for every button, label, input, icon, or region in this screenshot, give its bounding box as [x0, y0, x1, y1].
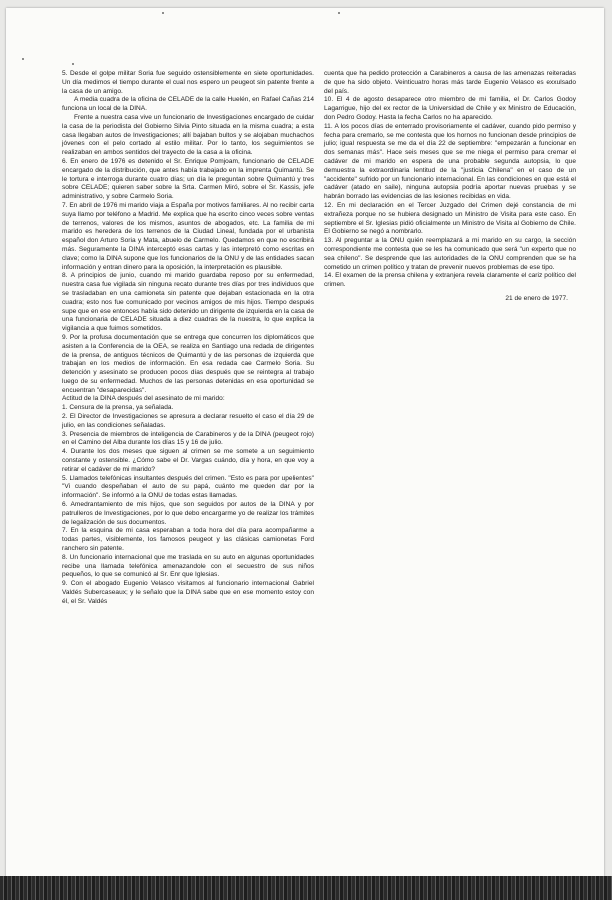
paragraph: 6. En enero de 1976 es detenido el Sr. Enrique Pomjoam, funcionario de CELADE encargado de la distribución, que antes había trabajado en la imprenta Quimantú. Se le tortura e interroga durante cuatro días; un día le preguntan sobre Quimantú y tres sobre CELADE; quieren saber sobre la Srta. Carmen Miró, sobre el Sr. Kassis, jefe administrativo, y sobre Carmelo Soria. — [62, 157, 314, 201]
ink-speck — [338, 12, 340, 14]
document-page — [6, 8, 604, 888]
paragraph: 7. En abril de 1976 mi marido viaja a España por motivos familiares. Al no recibir carta suya llamo por teléfono a Madrid. Me explica que ha escrito cinco veces sobre ventas de terrenos, valores de los mismos, asuntos de abogados, etc. La familia de mi marido es heredera de los terrenos de la Ciudad Lineal, fundada por el urbanista español don Arturo Soria y Mata, abuelo de Carmelo. Quedamos en que no escribirá más. Seguramente la DINA interceptó esas cartas y las interpretó como escritas en clave; como la DINA supone que los funcionarios de la ONU y de las entidades sacan información y entran dinero para la oposición, la interpretación es plausible. — [62, 201, 314, 271]
list-item: 4. Durante los dos meses que siguen al crimen se me somete a un seguimiento constante y ostensible. ¿Cómo sabe el Dr. Vargas cuándo, día y hora, en que voy a retirar el cadáver de mi marido? — [62, 448, 314, 473]
list-item: 6. Amedrantamiento de mis hijos, que son seguidos por autos de la DINA y por patrulleros de Investigaciones, por lo que debo encargarme yo de realizar los trámites de legalización de sus documentos. — [62, 501, 314, 526]
paragraph: 5. Desde el golpe militar Soria fue seguido ostensiblemente en siete oportunidades. Un día medimos el tiempo durante el cual nos espero un peugeot sin patente frente a la casa de un amigo. — [62, 70, 314, 95]
list-item: 8. Un funcionario internacional que me traslada en su auto en algunas oportunidades recibe una llamada telefónica amenazandole con el secuestro de sus niños pequeños, lo que se comunicó al Sr. Enr que Iglesias. — [62, 553, 314, 579]
list-item: 9. Con el abogado Eugenio Velasco visitamos al funcionario internacional Gabriel Valdés Subercaseaux; y le señalo que la DINA sabe que en ese momento estoy con él, el Sr. Valdés — [62, 580, 314, 605]
list-item: 1. Censura de la prensa, ya señalada. — [62, 404, 174, 412]
list-item: 7. En la esquina de mi casa esperaban a toda hora del día para acompañarme a todas partes, visiblemente, los famosos peugeot y las clásicas camionetas Ford ranchero sin patente. — [62, 527, 314, 553]
list-item: 10. El 4 de agosto desaparece otro miembro de mi familia, el Dr. Carlos Godoy Lagarrigue, hijo del ex rector de la Universidad de Chile y ex Ministro de Educación, don Pedro Godoy. Hasta la fecha Carlos no ha aparecido. — [324, 96, 576, 121]
ink-speck — [162, 12, 164, 14]
left-column — [62, 70, 314, 607]
ink-speck — [72, 63, 74, 65]
ink-speck — [22, 58, 24, 60]
section-heading: Actitud de la DINA después del asesinato de mi marido: — [62, 395, 225, 403]
list-item: 13. Al preguntar a la ONU quién reemplazará a mi marido en su cargo, la sección correspondiente me contesta que se les ha comunicado que será "un experto que no sea chileno". Se desprende que las autoridades de la ONU comprenden que se ha cometido un crimen político y tratan de prevenir nuevos problemas de ese tipo. — [324, 237, 576, 271]
paragraph: 8. A principios de junio, cuando mi marido guardaba reposo por su enfermedad, nuestra casa fue vigilada sin ninguna recato durante tres días por tres individuos que se trasladaban en una camioneta sin patente que dejaban estacionada en la otra cuadra; esto nos fue comunicado por vecinos amigos de mis hijos. Tiempo después supe que en ese entonces había sido detenido un dirigente de izquierda en la casa de una funcionaria de CELADE situada a diez cuadras de la nuestra, lo que explica la vigilancia a que fuimos sometidos. — [62, 272, 314, 333]
paragraph: cuenta que ha pedido protección a Carabineros a causa de las amenazas reiteradas de que ha sido objeto. Veinticuatro horas más tarde Eugenio Velasco es exxulsado del país. — [324, 70, 576, 95]
paragraph: 9. Por la profusa documentación que se entrega que concurren los diplomáticos que asisten a la Conferencia de la OEA, se realiza en Santiago una redada de dirigentes de la prensa, de antiguos técnicos de Quimantú y de las personas de izquierda que trabajan en los medios de información. En esa redada cae Carmelo Soria. Su detención y asesinato se producen pocos días después que se reintegra al trabajo luego de su enfermedad. Muchos de las personas detenidas en esa oportunidad se encuentran "desaparecidas". — [62, 333, 314, 394]
list-item: 12. En mi declaración en el Tercer Juzgado del Crimen dejé constancia de mi extrañeza porque no se hubiera designado un Ministro de Visita para este caso. En septiembre el Sr. Iglesias pidió oficialmente un Ministro de Visita al Gobierno de Chile. El Gobierno se negó a nombrarlo. — [324, 201, 576, 236]
paragraph: Frente a nuestra casa vive un funcionario de Investigaciones encargado de cuidar la casa de la periodista del Gobierno Silvia Pinto situada en la misma cuadra; a esta casa llegaban autos de Investigaciones; allí bajaban bultos y se alojaban muchachos jóvenes con el pelo cortado al estilo militar. Por lo tanto, los seguimientos se realizaban en ambos sentidos del trayecto de la casa a la oficina. — [62, 113, 314, 157]
list-item: 5. Llamados telefónicas insultantes después del crimen. "Esto es para por upelientes" "Vi cuando despeñaban el auto de su papá, cuánto me queden dar por la información". Se informó a la ONU de todas estas llamadas. — [62, 474, 314, 500]
list-item: 3. Presencia de miembros de inteligencia de Carabineros y de la DINA (peugeot rojo) en el Camino del Alba durante los días 15 y 16 de julio. — [62, 430, 314, 447]
paragraph: A media cuadra de la oficina de CELADE de la calle Huelén, en Rafael Cañas 214 funciona un local de la DINA. — [62, 96, 314, 113]
right-column — [324, 70, 576, 304]
scan-bottom-edge — [0, 876, 612, 900]
list-item: 11. A los pocos días de enterrado provisoriamente el cadáver, cuando pido permiso y fecha para cremarlo, se me contesta que los hornos no funcionan desde principios de julio; igual respuesta se me da el día 22 de septiembre: "empezarán a funcionar en dos semanas más". Hace seis meses que se me niega el permiso para cremar el cadáver de mi marido en espera de una probable segunda autopsia, lo que demuestra la extraordinaria lentitud de la "justicia Chilena" en el caso de un "accidente" sufrido por un funcionario internacional. En las condiciones en que está el cadáver (atado en saile), ninguna autopsia podría aportar nuevas pruebas y se habrán borrado las evidencias de las lesiones recibidas en vida. — [324, 122, 576, 201]
signature-date: 21 de enero de 1977. — [505, 294, 568, 302]
list-item: 14. El examen de la prensa chilena y extranjera revela claramente el cariz político del crimen. — [324, 272, 576, 289]
list-item: 2. El Director de Investigaciones se apresura a declarar resuelto el caso el día 29 de julio, en las condiciones señaladas. — [62, 413, 314, 429]
